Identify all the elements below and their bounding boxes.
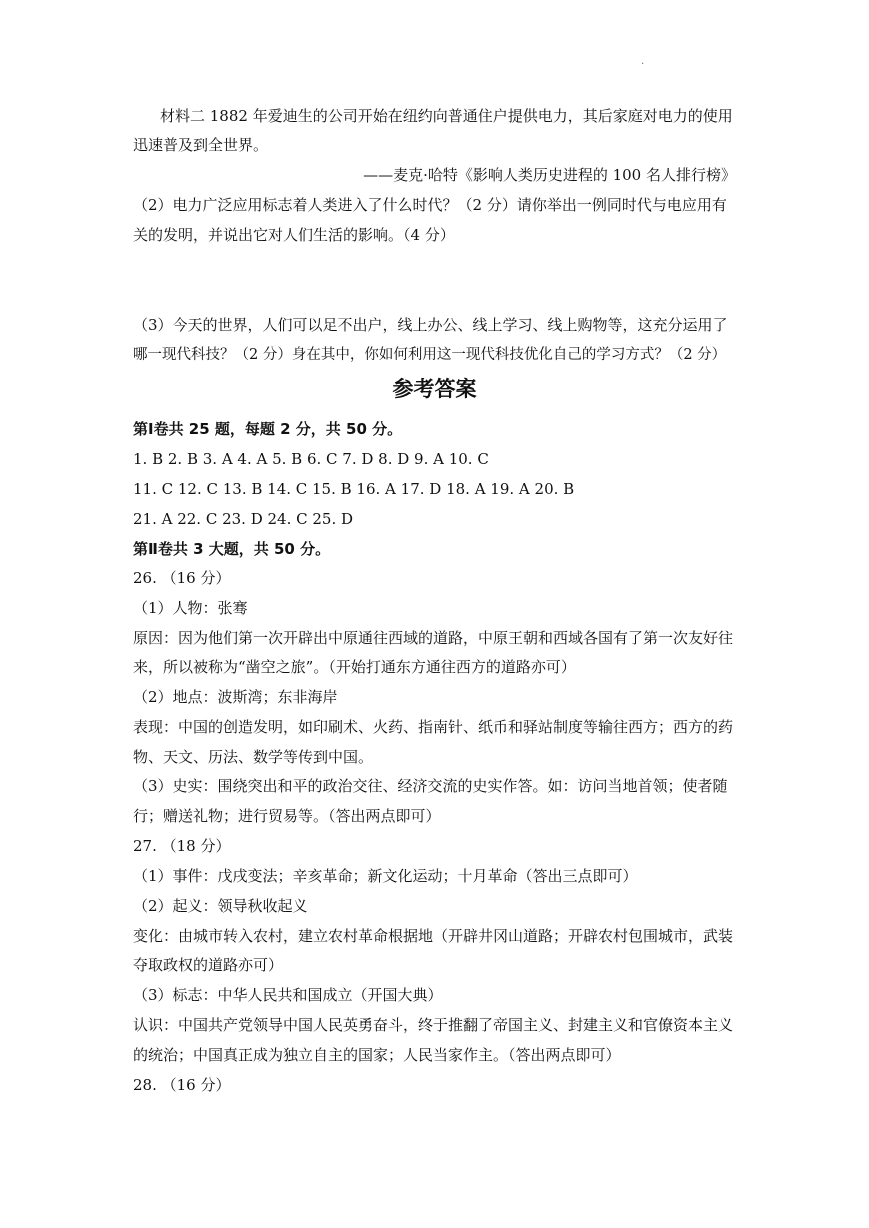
q27-answer-3: （3）标志：中华人民共和国成立（开国大典） — [133, 986, 443, 1004]
q27-change-line-2: 夺取政权的道路亦可） — [133, 956, 284, 974]
q26-reason-line-2: 来，所以被称为“凿空之旅”。（开始打通东方通往西方的道路亦可） — [133, 658, 576, 676]
part-1-answers-row-1: 1. B 2. B 3. A 4. A 5. B 6. C 7. D 8. D 9. A 10. C — [133, 450, 489, 468]
q27-answer-1: （1）事件：戊戌变法；辛亥革命；新文化运动；十月革命（答出三点即可） — [133, 867, 638, 885]
part-1-header: 第Ⅰ卷共 25 题，每题 2 分，共 50 分。 — [133, 420, 403, 438]
question-3-line-2: 哪一现代科技？（2 分）身在其中，你如何利用这一现代科技优化自己的学习方式？（2 分） — [133, 347, 727, 363]
q27-answer-2: （2）起义：领导秋收起义 — [133, 897, 308, 915]
q28-title: 28. （16 分） — [133, 1076, 231, 1094]
q26-answer-3-line-2: 行；赠送礼物；进行贸易等。（答出两点即可） — [133, 807, 441, 825]
question-3-line-1: （3）今天的世界，人们可以足不出户，线上办公、线上学习、线上购物等，这充分运用了 — [133, 316, 728, 334]
answers-title: 参考答案 — [392, 377, 477, 401]
part-2-header: 第Ⅱ卷共 3 大题，共 50 分。 — [133, 540, 331, 558]
q27-view-line-1: 认识：中国共产党领导中国人民英勇奋斗，终于推翻了帝国主义、封建主义和官僚资本主义 — [133, 1016, 734, 1034]
q27-title: 27. （18 分） — [133, 837, 231, 855]
part-1-answers-row-3: 21. A 22. C 23. D 24. C 25. D — [133, 510, 354, 528]
material-two-line-1: 材料二 1882 年爱迪生的公司开始在纽约向普通住户提供电力，其后家庭对电力的使用 — [160, 107, 733, 125]
q26-performance-line-2: 物、天文、历法、数学等传到中国。 — [133, 748, 374, 766]
page-marker: . — [641, 56, 645, 67]
q26-answer-2: （2）地点：波斯湾；东非海岸 — [133, 688, 338, 706]
question-2-line-2: 关的发明，并说出它对人们生活的影响。（4 分） — [133, 226, 455, 244]
q26-reason-line-1: 原因：因为他们第一次开辟出中原通往西域的道路，中原王朝和西域各国有了第一次友好往 — [133, 629, 734, 647]
material-two-source: ——麦克·哈特《影响人类历史进程的 100 名人排行榜》 — [363, 166, 736, 184]
q26-answer-3-line-1: （3）史实：围绕突出和平的政治交往、经济交流的史实作答。如：访问当地首领；使者随 — [133, 777, 728, 795]
q27-view-line-2: 的统治；中国真正成为独立自主的国家；人民当家作主。（答出两点即可） — [133, 1046, 621, 1064]
material-two-line-2: 迅速普及到全世界。 — [133, 136, 269, 154]
q26-answer-1: （1）人物：张骞 — [133, 599, 248, 617]
q26-title: 26. （16 分） — [133, 569, 231, 587]
q27-change-line-1: 变化：由城市转入农村，建立农村革命根据地（开辟井冈山道路；开辟农村包围城市，武装 — [133, 927, 734, 945]
part-1-answers-row-2: 11. C 12. C 13. B 14. C 15. B 16. A 17. D 18. A 19. A 20. B — [133, 480, 575, 498]
question-2-line-1: （2）电力广泛应用标志着人类进入了什么时代？（2 分）请你举出一例同时代与电应用有 — [133, 196, 727, 214]
q26-performance-line-1: 表现：中国的创造发明，如印刷术、火药、指南针、纸币和驿站制度等输往西方；西方的药 — [133, 718, 734, 736]
